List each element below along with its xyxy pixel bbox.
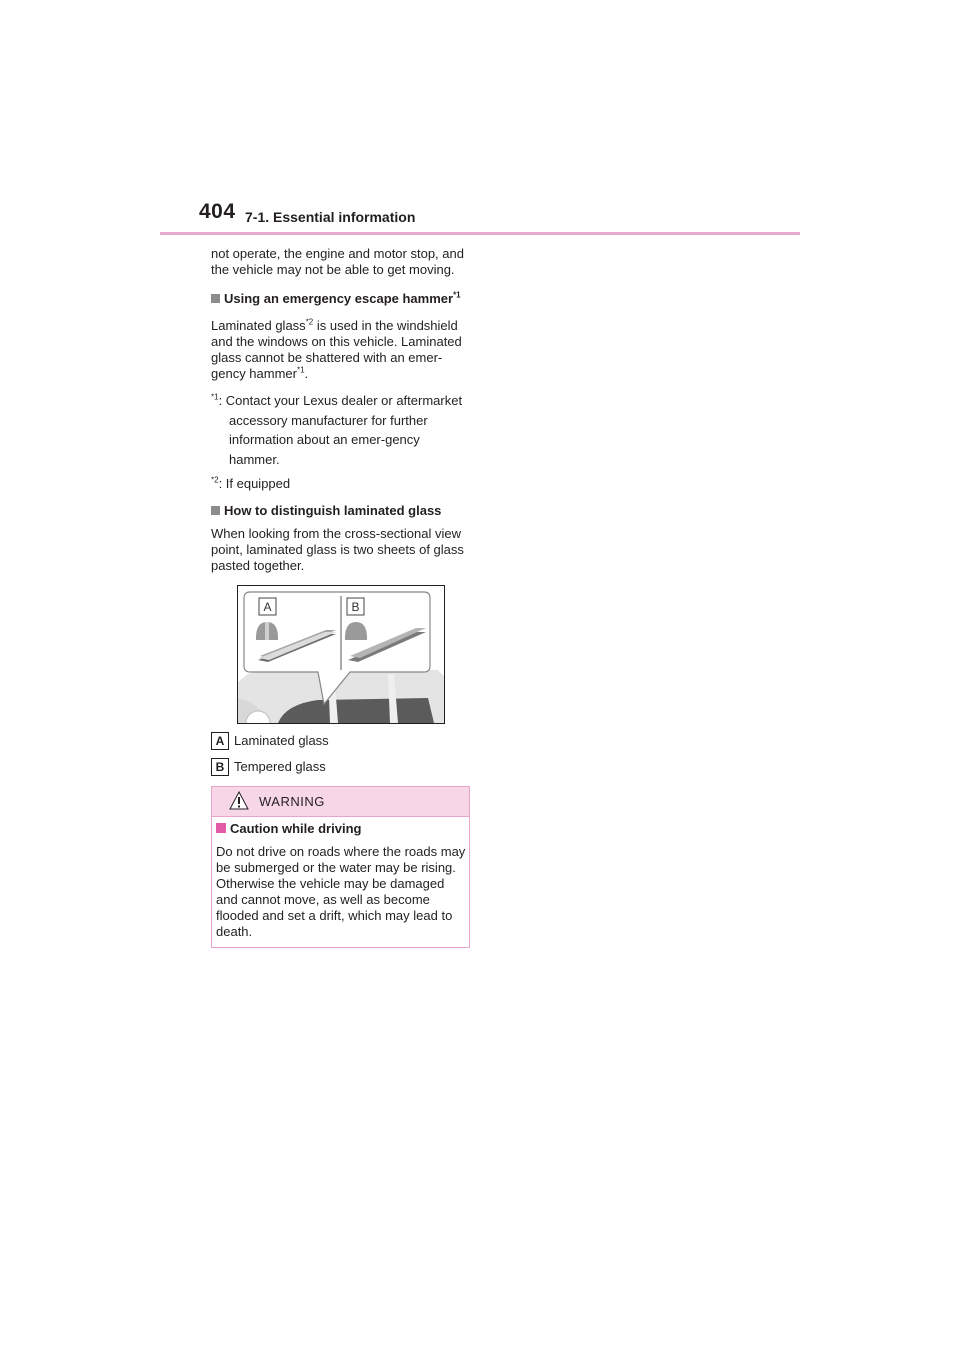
intro-paragraph: not operate, the engine and motor stop, and the vehicle may not be able to get moving. bbox=[211, 246, 464, 277]
square-bullet-icon bbox=[211, 506, 220, 515]
footnote-mark: *2 bbox=[211, 475, 219, 485]
warning-triangle-icon bbox=[229, 791, 249, 810]
glass-cross-section-illustration bbox=[238, 586, 444, 723]
footnote-2-text: : If equipped bbox=[218, 476, 291, 491]
hammer-heading-text: Using an emergency escape hammer bbox=[224, 291, 454, 306]
section-title: 7-1. Essential information bbox=[245, 209, 416, 225]
figure-label-a: A bbox=[263, 600, 272, 614]
distinguish-heading bbox=[211, 503, 473, 519]
legend-label-b: B bbox=[211, 758, 229, 776]
square-bullet-icon bbox=[216, 823, 226, 833]
warning-heading bbox=[216, 821, 464, 836]
footnote-ref: *1 bbox=[453, 290, 461, 300]
distinguish-paragraph: When looking from the cross-sectional view point, laminated glass is two sheets of glass pasted together. bbox=[211, 526, 464, 573]
footnote-2 bbox=[211, 474, 473, 494]
page-number: 404 bbox=[199, 200, 236, 223]
warning-title: WARNING bbox=[259, 794, 325, 809]
footnote-mark: *1 bbox=[211, 392, 219, 402]
warning-heading-text: Caution while driving bbox=[230, 821, 362, 836]
legend-text-b: Tempered glass bbox=[234, 759, 326, 774]
glass-illustration bbox=[237, 585, 445, 724]
footnote-1-text: : Contact your Lexus dealer or aftermarket accessory manufacturer for further information about an emer-gency hammer. bbox=[218, 393, 463, 467]
header-divider bbox=[160, 232, 800, 235]
distinguish-heading-text: How to distinguish laminated glass bbox=[224, 503, 442, 518]
warning-header bbox=[212, 787, 469, 817]
hammer-heading bbox=[211, 291, 473, 307]
warning-text: Do not drive on roads where the roads may be submerged or the water may be rising. Otherwise the vehicle may be damaged and cannot move, as well as become flooded and set a drift, which may lead to death. bbox=[216, 844, 466, 939]
legend-label-a: A bbox=[211, 732, 229, 750]
footnote-1 bbox=[211, 391, 473, 469]
legend-text-a: Laminated glass bbox=[234, 733, 329, 748]
square-bullet-icon bbox=[211, 294, 220, 303]
figure-label-b: B bbox=[351, 600, 360, 614]
laminated-text-a: Laminated glass bbox=[211, 318, 306, 333]
warning-box bbox=[211, 786, 470, 948]
footnote-ref: *1 bbox=[296, 365, 305, 375]
laminated-text-b: is used in the windshield and the windows on this vehicle. Laminated glass cannot be shattered with an emer-gency hammer bbox=[211, 318, 462, 381]
footnote-ref: *2 bbox=[305, 317, 314, 327]
laminated-paragraph bbox=[211, 318, 473, 382]
laminated-text-end: . bbox=[304, 366, 309, 381]
